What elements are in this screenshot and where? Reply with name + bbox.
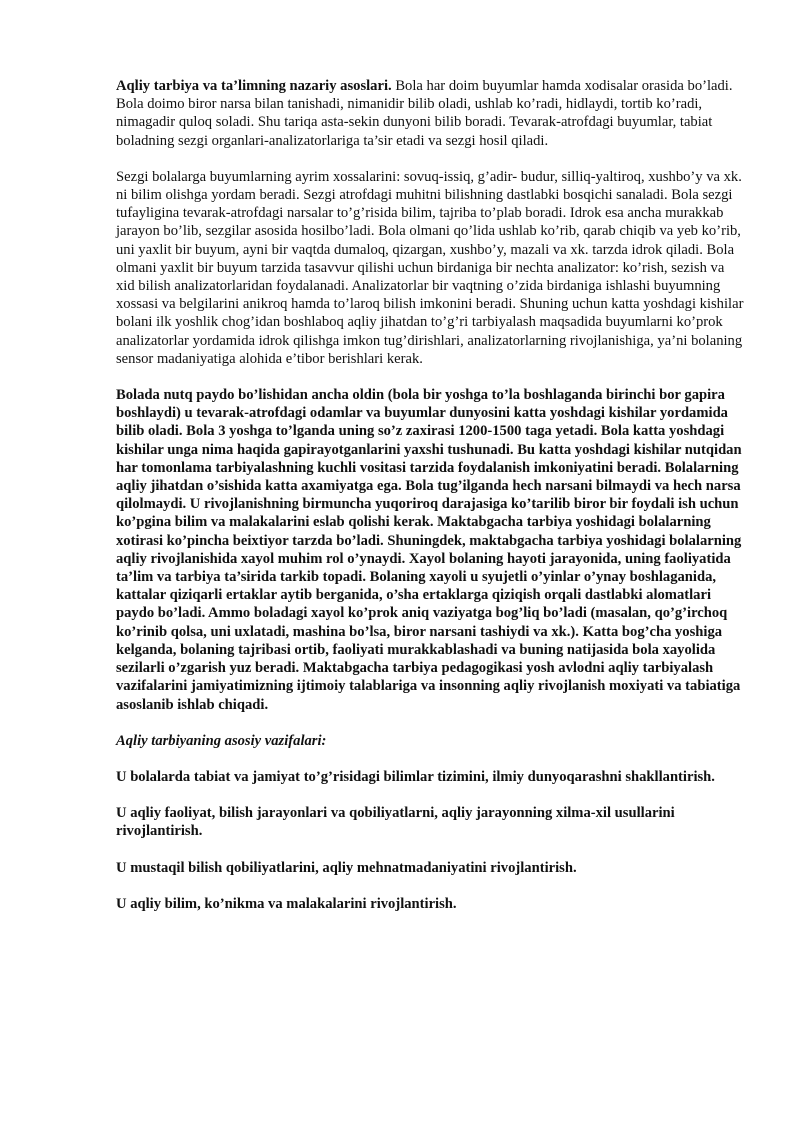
- task-item-3: U mustaqil bilish qobiliyatlarini, aqliy mehnatmadaniyatini rivojlantirish.: [116, 859, 577, 876]
- sensation-paragraph: Sezgi bolalarga buyumlarning ayrim xossalarini: sovuq-issiq, g’adir- budur, silliq-yaltiroq, xushbo’y va xk. ni bilim olishga yordam beradi. Sezgi atrofdagi muhitni bilishning dastlabki bosqichi sanaladi. Bola sezgi tufayligina tevarak-atrofdagi narsalar to’g’risida bilim, tajriba to’plab boradi. Idrok esa ancha murakkab jarayon bo’lib, sezgilar asosida hosilbo’ladi. Bola olmani qo’lida ushlab ko’rib, qarab chiqib va yeb ko’rib, uni yaxlit bir buyum, ayni bir vaqtda dumaloq, qizargan, xushbo’y, mazali va xk. tarzda idrok qiladi. Bola olmani yaxlit bir buyum tarzida tasavvur qilishi uchun birdaniga bir nechta analizator: ko’rish, sezish va xid bilish analizatorlaridan foydalanadi. Analizatorlar bir vaqtning o’zida birdaniga ishlashi buyumning xossasi va belgilarini anikroq hamda to’laroq bilish imkonini beradi. Shuning uchun katta yoshdagi kishilar bolani ilk yoshlik chog’idan boshlaboq aqliy jihatdan to’g’ri tarbiyalash maqsadida buyumlarni ko’prok analizatorlar yordamida idrok qilishga imkon tug’dirishlari, analizatorlarning rivojlanishiga, ya’ni bolaning sensor madaniyatiga alohida e’tibor berishlari kerak.: [116, 168, 744, 367]
- intro-text: Bola har doim buyumlar hamda xodisalar orasida bo’ladi. Bola doimo biror narsa bilan tanishadi, nimanidir bilib oladi, ushlab ko’radi, hidlaydi, tortib ko’radi, nimagadir quloq soladi. Shu tariqa asta-sekin dunyoni bilib boradi. Tevarak-atrofdagi buyumlar, tabiat boladning sezgi organlari-analizatorlariga ta’sir etadi va sezgi hosil qiladi.: [116, 78, 733, 149]
- tasks-heading: Aqliy tarbiyaning asosiy vazifalari:: [116, 732, 327, 749]
- task-item-2: U aqliy faoliyat, bilish jarayonlari va qobiliyatlarni, aqliy jarayonning xilma-xil usullarini rivojlantirish.: [116, 805, 675, 840]
- intro-paragraph: [116, 77, 746, 150]
- task-item-1: U bolalarda tabiat va jamiyat to’g’risidagi bilimlar tizimini, ilmiy dunyoqarashni shakllantirish.: [116, 768, 715, 785]
- task-item-4: U aqliy bilim, ko’nikma va malakalarini rivojlantirish.: [116, 895, 457, 912]
- section-title: Aqliy tarbiya va ta’limning nazariy asoslari.: [116, 78, 392, 94]
- document-page: [116, 77, 746, 931]
- speech-paragraph: Bolada nutq paydo bo’lishidan ancha oldin (bola bir yoshga to’la boshlaganda birinchi bor gapira boshlaydi) u tevarak-atrofdagi odamlar va buyumlar dunyosini katta yoshdagi kishilar yordamida bilib oladi. Bola 3 yoshga to’lganda uning so’z zaxirasi 1200-1500 taga yetadi. Bola katta yoshdagi kishilar unga nima haqida gapirayotganlarini yaxshi tushunadi. Bu katta yoshdagi kishilar nutqidan har tomonlama tarbiyalashning kuchli vositasi tarzida foydalanish imkoniyatini beradi. Bolalarning aqliy jihatdan o’sishida katta axamiyatga ega. Bola tug’ilganda hech narsani bilmaydi va hech narsa qilolmaydi. U rivojlanishning birmuncha yuqoriroq darajasiga ko’tarilib biror bir foydali ish uchun ko’pgina bilim va malakalarini eslab qolishi kerak. Maktabgacha tarbiya yoshidagi bolalarning xotirasi ko’pincha beixtiyor tarzda bo’ladi. Shuningdek, maktabgacha tarbiya yoshidagi bolalarning aqliy rivojlanishida xayol muhim rol o’ynaydi. Xayol bolaning hayoti jarayonida, uning faoliyatida ta’lim va tarbiya ta’sirida tarkib topadi. Bolaning xayoli u syujetli o’yinlar o’ynay boshlaganida, kattalar qiziqarli ertaklar aytib berganida, o’sha ertaklarga qiziqish orqali dastlabki alomatlari paydo bo’ladi. Ammo boladagi xayol ko’prok aniq vaziyatga bog’liq bo’ladi (masalan, qo’g’irchoq ko’rinib qolsa, uni uxlatadi, mashina bo’lsa, biror narsani tashiydi va xk.). Katta bog’cha yoshiga kelganda, bolaning tajribasi ortib, faoliyati murakkablashadi va buning natijasida bola xayolida sezilarli o’zgarish yuz beradi. Maktabgacha tarbiya pedagogikasi yosh avlodni aqliy tarbiyalash vazifalarini jamiyatimizning ijtimoiy talablariga va insonning aqliy rivojlanish moxiyati va tabiatiga asoslanib ishlab chiqadi.: [116, 387, 742, 713]
